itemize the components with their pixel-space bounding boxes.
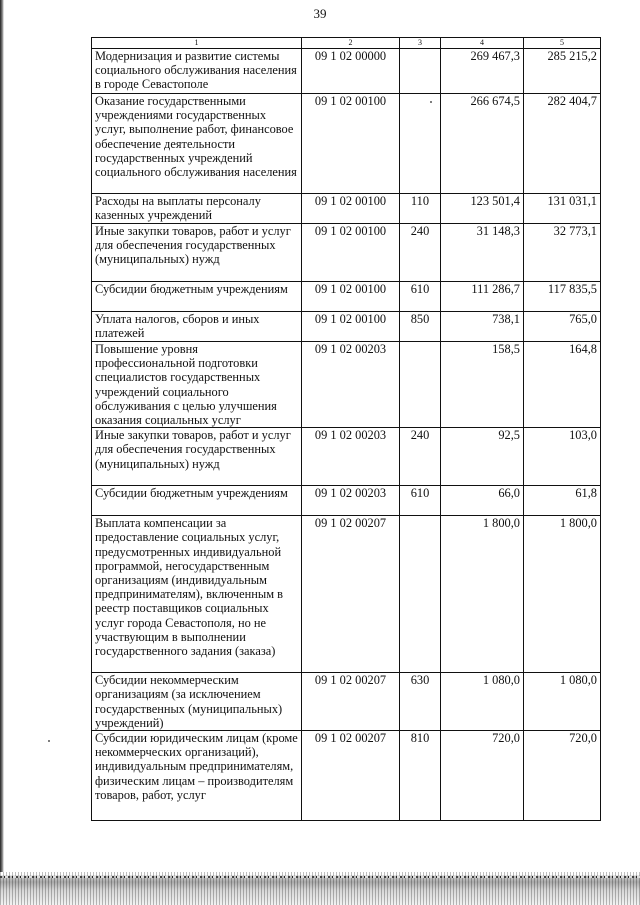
column-number: 4 xyxy=(441,38,524,49)
row-name: Уплата налогов, сборов и иных платежей xyxy=(92,312,302,342)
amount-year-1: 266 674,5 xyxy=(441,94,524,194)
budget-table xyxy=(91,37,601,821)
amount-year-1: 720,0 xyxy=(441,731,524,821)
amount-year-2: 103,0 xyxy=(524,428,601,486)
amount-year-2: 1 080,0 xyxy=(524,673,601,731)
amount-year-2: 61,8 xyxy=(524,486,601,516)
target-article-code: 09 1 02 00100 xyxy=(302,224,400,282)
table-row xyxy=(92,49,601,94)
table-row xyxy=(92,731,601,821)
page-number: 39 xyxy=(313,6,327,21)
row-name: Иные закупки товаров, работ и услуг для обеспечения государственных (муниципальных) нужд xyxy=(92,224,302,282)
column-number: 1 xyxy=(92,38,302,49)
amount-year-1: 66,0 xyxy=(441,486,524,516)
row-name: Расходы на выплаты персоналу казенных учреждений xyxy=(92,194,302,224)
amount-year-1: 123 501,4 xyxy=(441,194,524,224)
amount-year-2: 117 835,5 xyxy=(524,282,601,312)
table-row xyxy=(92,282,601,312)
row-name: Повышение уровня профессиональной подготовки специалистов государственных учреждений социального обслуживания с целью улучшения оказания социальных услуг xyxy=(92,342,302,428)
amount-year-1: 738,1 xyxy=(441,312,524,342)
table-row xyxy=(92,94,601,194)
expense-type-code: 630 xyxy=(400,673,441,731)
table-row xyxy=(92,312,601,342)
column-number: 3 xyxy=(400,38,441,49)
table-row xyxy=(92,673,601,731)
amount-year-2: 131 031,1 xyxy=(524,194,601,224)
table-row xyxy=(92,428,601,486)
scan-speck xyxy=(48,740,50,742)
amount-year-1: 92,5 xyxy=(441,428,524,486)
amount-year-2: 765,0 xyxy=(524,312,601,342)
target-article-code: 09 1 02 00100 xyxy=(302,312,400,342)
expense-type-code: 610 xyxy=(400,486,441,516)
target-article-code: 09 1 02 00207 xyxy=(302,731,400,821)
table-row xyxy=(92,194,601,224)
row-name: Субсидии некоммерческим организациям (за исключением государственных (муниципальных) учреждений) xyxy=(92,673,302,731)
row-name: Оказание государственными учреждениями государственных услуг, выполнение работ, финансовое обеспечение деятельности государственных учреждений социального обслуживания населения xyxy=(92,94,302,194)
expense-type-code: 610 xyxy=(400,282,441,312)
target-article-code: 09 1 02 00203 xyxy=(302,428,400,486)
target-article-code: 09 1 02 00203 xyxy=(302,342,400,428)
expense-type-code xyxy=(400,342,441,428)
expense-type-code xyxy=(400,516,441,673)
target-article-code: 09 1 02 00207 xyxy=(302,673,400,731)
table-row xyxy=(92,224,601,282)
expense-type-code: 110 xyxy=(400,194,441,224)
expense-type-code xyxy=(400,94,441,194)
expense-type-code: 240 xyxy=(400,428,441,486)
expense-type-code: 850 xyxy=(400,312,441,342)
target-article-code: 09 1 02 00203 xyxy=(302,486,400,516)
table-row xyxy=(92,516,601,673)
table-row xyxy=(92,486,601,516)
amount-year-2: 282 404,7 xyxy=(524,94,601,194)
amount-year-2: 285 215,2 xyxy=(524,49,601,94)
target-article-code: 09 1 02 00100 xyxy=(302,282,400,312)
scan-speck xyxy=(430,101,432,103)
scan-artifact-line xyxy=(0,876,640,878)
scan-edge xyxy=(0,0,4,905)
expense-type-code: 810 xyxy=(400,731,441,821)
amount-year-1: 269 467,3 xyxy=(441,49,524,94)
row-name: Иные закупки товаров, работ и услуг для обеспечения государственных (муниципальных) нужд xyxy=(92,428,302,486)
amount-year-1: 158,5 xyxy=(441,342,524,428)
amount-year-2: 720,0 xyxy=(524,731,601,821)
amount-year-2: 32 773,1 xyxy=(524,224,601,282)
amount-year-2: 164,8 xyxy=(524,342,601,428)
amount-year-1: 111 286,7 xyxy=(441,282,524,312)
target-article-code: 09 1 02 00100 xyxy=(302,94,400,194)
amount-year-1: 1 080,0 xyxy=(441,673,524,731)
expense-type-code: 240 xyxy=(400,224,441,282)
amount-year-1: 31 148,3 xyxy=(441,224,524,282)
column-number: 2 xyxy=(302,38,400,49)
column-number-row xyxy=(92,38,601,49)
row-name: Субсидии бюджетным учреждениям xyxy=(92,282,302,312)
amount-year-2: 1 800,0 xyxy=(524,516,601,673)
table-row xyxy=(92,342,601,428)
row-name: Субсидии юридическим лицам (кроме некоммерческих организаций), индивидуальным предпринимателям, физическим лицам – производителям товаров, работ, услуг xyxy=(92,731,302,821)
row-name: Субсидии бюджетным учреждениям xyxy=(92,486,302,516)
amount-year-1: 1 800,0 xyxy=(441,516,524,673)
target-article-code: 09 1 02 00207 xyxy=(302,516,400,673)
expense-type-code xyxy=(400,49,441,94)
column-number: 5 xyxy=(524,38,601,49)
row-name: Модернизация и развитие системы социального обслуживания населения в городе Севастополе xyxy=(92,49,302,94)
row-name: Выплата компенсации за предоставление социальных услуг, предусмотренных индивидуальной программой, негосударственным организациям (индивидуальным предпринимателям), включенным в реестр поставщиков социальных услуг города Севастополя, но не участвующим в выполнении государственного задания (заказа) xyxy=(92,516,302,673)
target-article-code: 09 1 02 00100 xyxy=(302,194,400,224)
target-article-code: 09 1 02 00000 xyxy=(302,49,400,94)
